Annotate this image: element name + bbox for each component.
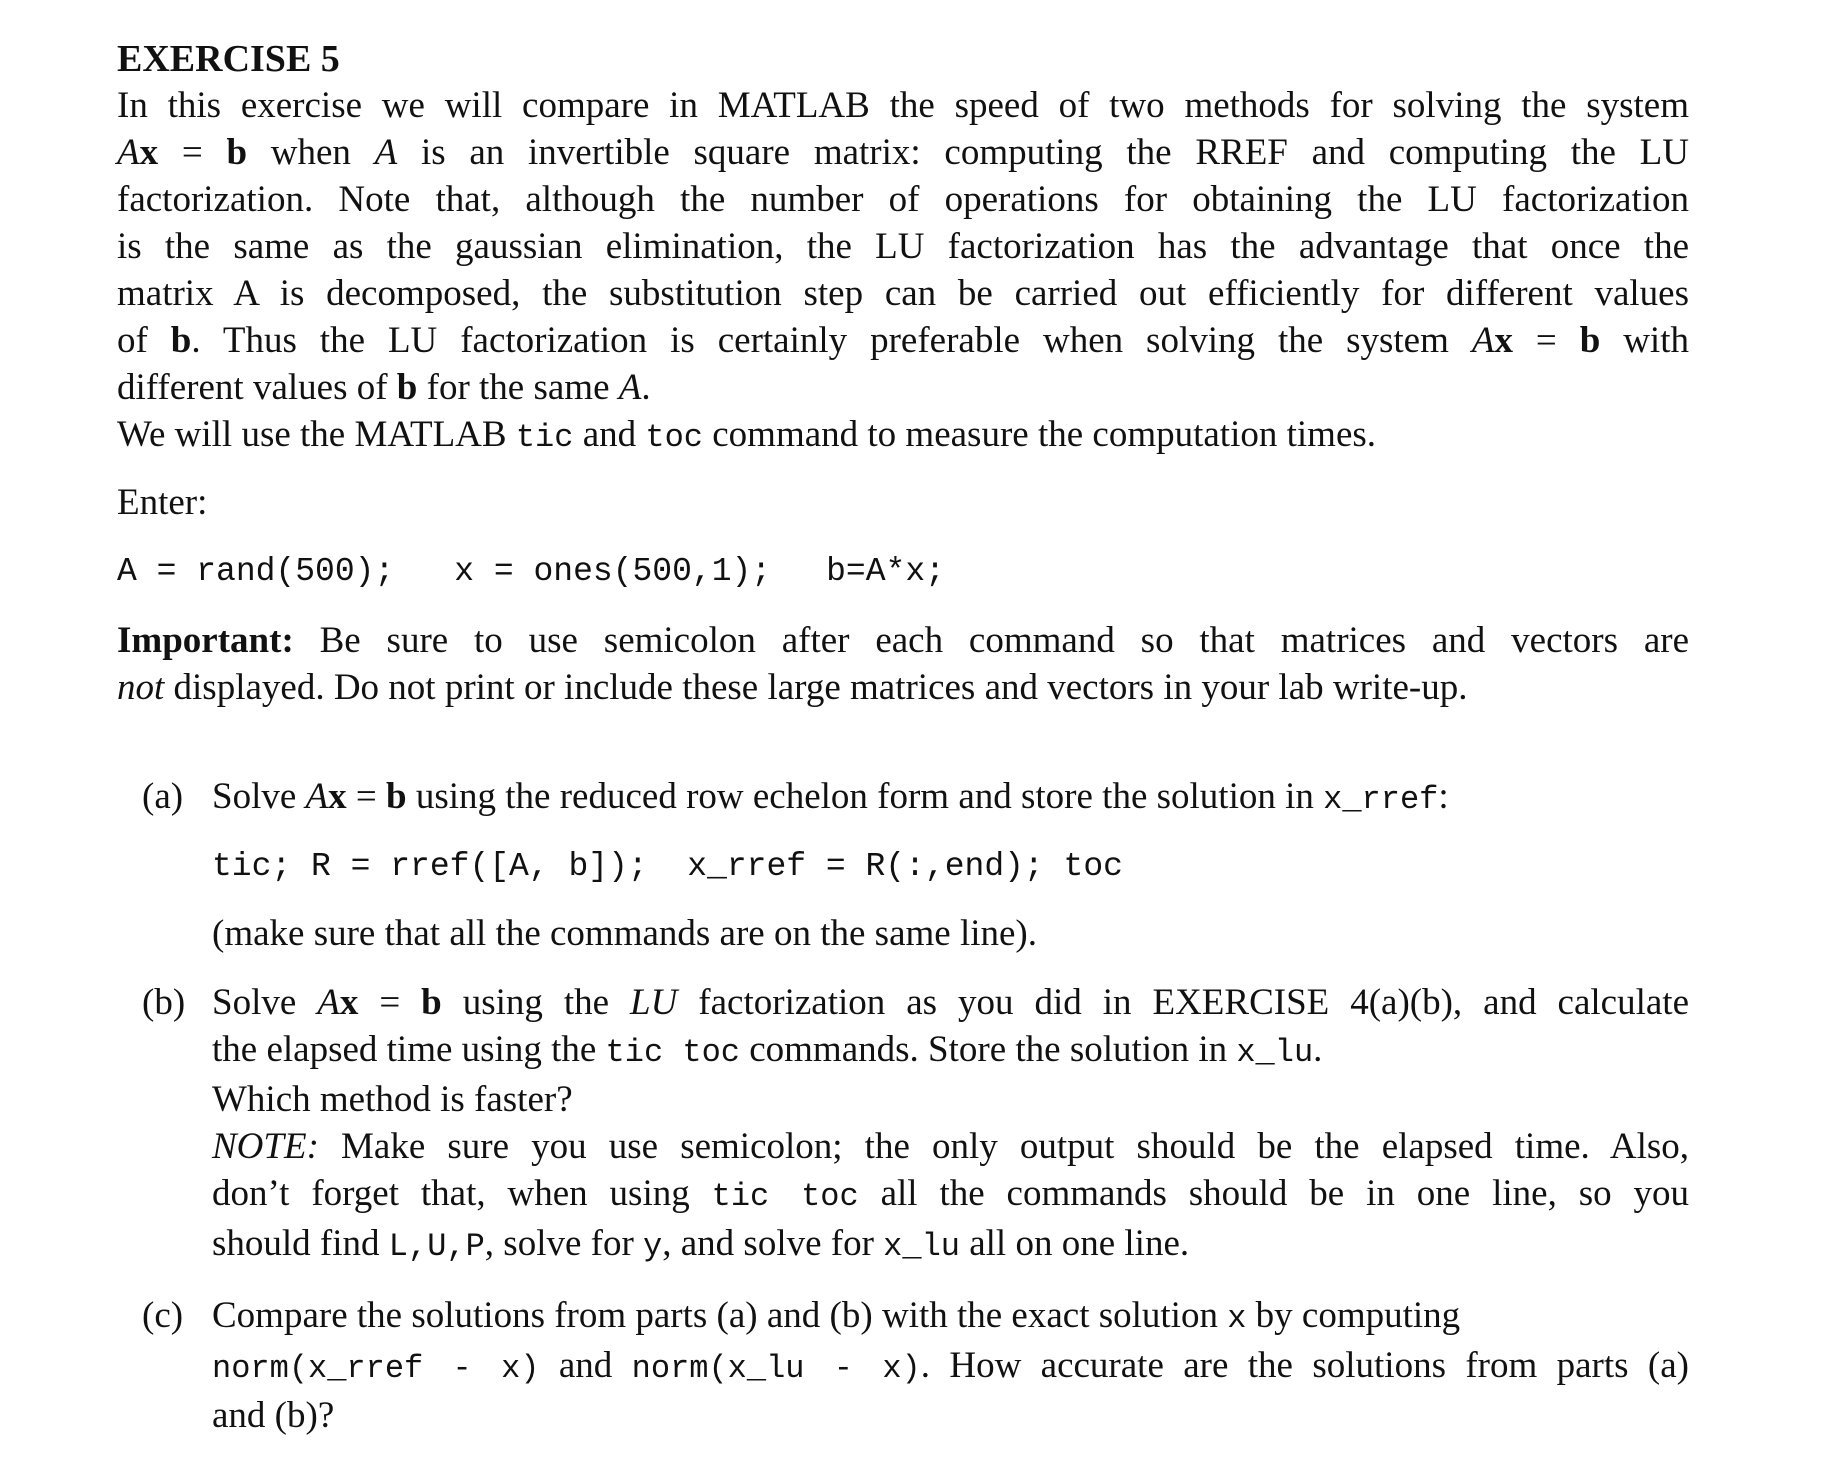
enter-label: Enter: (117, 482, 208, 523)
intro-text: when (247, 132, 375, 173)
part-c-line: and (b)? (212, 1395, 335, 1436)
code-y: y (643, 1228, 663, 1265)
part-b-line (212, 1026, 1689, 1076)
important-text: displayed. Do not print or include these large matrices and vectors in your lab write-up. (164, 667, 1468, 708)
part-b-line: Which method is faster? (212, 1079, 573, 1120)
part-b-text: using the (441, 982, 631, 1023)
math-x: x (328, 776, 347, 817)
important-not: not (117, 667, 165, 708)
setup-code (117, 548, 1689, 595)
part-b-text: Solve (212, 982, 318, 1023)
math-b: b (421, 982, 442, 1023)
part-c-line (212, 1292, 1689, 1342)
intro-text: matrix A is decomposed, the substitution step can be carried out efficiently for different values (117, 273, 1689, 314)
intro-text: . Thus the LU factorization is certainly preferable when solving the system (191, 320, 1472, 361)
math-A: A (1471, 320, 1495, 361)
part-b-label: (b) (142, 982, 186, 1023)
part-a-code: tic; R = rref([A, b]); x_rref = R(:,end); toc (212, 848, 1123, 885)
note-label: NOTE: (212, 1126, 319, 1167)
intro-text: is an invertible square matrix: computing the RREF and computing the LU (397, 132, 1689, 173)
exercise-title: EXERCISE 5 (117, 38, 340, 80)
math-x: x (139, 132, 159, 173)
part-b-text: factorization as you did in EXERCISE 4(a)(b), and calculate (677, 982, 1689, 1023)
code-x: x (1227, 1300, 1247, 1337)
part-a-text: Solve (212, 776, 306, 817)
intro-line (117, 364, 1689, 411)
math-eq: = (358, 982, 422, 1023)
part-a (117, 773, 1689, 957)
code-x-lu: x_lu (883, 1228, 960, 1265)
part-b-text: . (1313, 1029, 1323, 1070)
math-LU: LU (630, 982, 678, 1023)
math-eq: = (1512, 320, 1580, 361)
intro-line (117, 411, 1689, 461)
code-x-lu: x_lu (1236, 1034, 1314, 1071)
math-A: A (117, 132, 140, 173)
intro-line (117, 270, 1689, 317)
intro-text: We will use the MATLAB (117, 414, 516, 455)
exercise-page (117, 36, 1689, 1461)
important-label: Important: (117, 620, 294, 661)
important-line (117, 664, 1689, 711)
part-c-text: . How accurate are the solutions from parts (a) (920, 1345, 1689, 1386)
code-norm-rref: norm(x_rref - x) (212, 1350, 540, 1387)
code-toc: toc (645, 419, 703, 456)
code-ones: x = ones(500,1); (454, 553, 772, 590)
code-norm-lu: norm(x_lu - x) (631, 1350, 921, 1387)
math-A: A (374, 132, 398, 173)
math-b: b (396, 367, 418, 408)
intro-text: command to measure the computation times. (703, 414, 1377, 455)
math-eq: = (346, 776, 387, 817)
math-A: A (618, 367, 642, 408)
part-b-text: commands. Store the solution in (739, 1029, 1237, 1070)
part-b-text: don’t forget that, when using (212, 1173, 712, 1214)
code-tic-toc: tic toc (711, 1178, 859, 1215)
intro-line (117, 129, 1689, 176)
part-b-text: , solve for (484, 1223, 644, 1264)
math-eq: = (158, 132, 227, 173)
part-b-line (212, 979, 1689, 1026)
intro-text: factorization. Note that, although the number of operations for obtaining the LU factorization (117, 179, 1689, 220)
part-a-line (212, 773, 1689, 823)
math-b: b (170, 320, 192, 361)
intro-text: for the same (417, 367, 619, 408)
part-b-text: should find (212, 1223, 389, 1264)
math-x: x (1494, 320, 1513, 361)
part-a-text: : (1438, 776, 1449, 817)
intro-text: . (641, 367, 651, 408)
code-tic-toc: tic toc (605, 1034, 740, 1071)
math-b: b (226, 132, 248, 173)
part-a-label: (a) (142, 776, 184, 817)
part-a-text: using the reduced row echelon form and store the solution in (406, 776, 1324, 817)
intro-text: of (117, 320, 171, 361)
intro-text: different values of (117, 367, 397, 408)
math-A: A (317, 982, 340, 1023)
code-LUP: L,U,P (388, 1228, 485, 1265)
intro-text: with (1600, 320, 1689, 361)
intro-text: is the same as the gaussian elimination, the LU factorization has the advantage that once the (117, 226, 1689, 267)
code-tic: tic (515, 419, 574, 456)
intro-line (117, 176, 1689, 223)
code-x-rref: x_rref (1323, 781, 1439, 818)
part-c-line (212, 1342, 1689, 1392)
part-b-line (212, 1220, 1689, 1270)
part-b (117, 979, 1689, 1270)
part-a-note: (make sure that all the commands are on the same line). (212, 913, 1038, 954)
part-c-text: and (539, 1345, 632, 1386)
important-note (117, 617, 1689, 711)
math-A: A (305, 776, 329, 817)
intro-line (117, 82, 1689, 129)
part-c (117, 1292, 1689, 1439)
part-c-text: by computing (1246, 1295, 1461, 1336)
part-b-line (212, 1170, 1689, 1220)
math-b: b (386, 776, 407, 817)
intro-text: and (573, 414, 646, 455)
intro-text: In this exercise we will compare in MATLAB the speed of two methods for solving the system (117, 85, 1689, 126)
part-b-text: the elapsed time using the (212, 1029, 606, 1070)
code-b: b=A*x; (826, 553, 945, 590)
part-b-line (212, 1123, 1689, 1170)
part-c-label: (c) (142, 1295, 184, 1336)
intro-paragraph (117, 82, 1689, 461)
part-c-text: Compare the solutions from parts (a) and (b) with the exact solution (212, 1295, 1228, 1336)
exercise-parts (117, 773, 1689, 1439)
important-line (117, 617, 1689, 664)
important-text: Be sure to use semicolon after each command so that matrices and vectors are (293, 620, 1689, 661)
math-x: x (339, 982, 359, 1023)
part-b-text: all the commands should be in one line, so you (858, 1173, 1690, 1214)
intro-line (117, 223, 1689, 270)
math-b: b (1579, 320, 1601, 361)
part-b-text: Make sure you use semicolon; the only output should be the elapsed time. Also, (318, 1126, 1689, 1167)
code-rand: A = rand(500); (117, 553, 395, 590)
part-b-text: , and solve for (662, 1223, 884, 1264)
part-b-text: all on one line. (959, 1223, 1190, 1264)
intro-line (117, 317, 1689, 364)
